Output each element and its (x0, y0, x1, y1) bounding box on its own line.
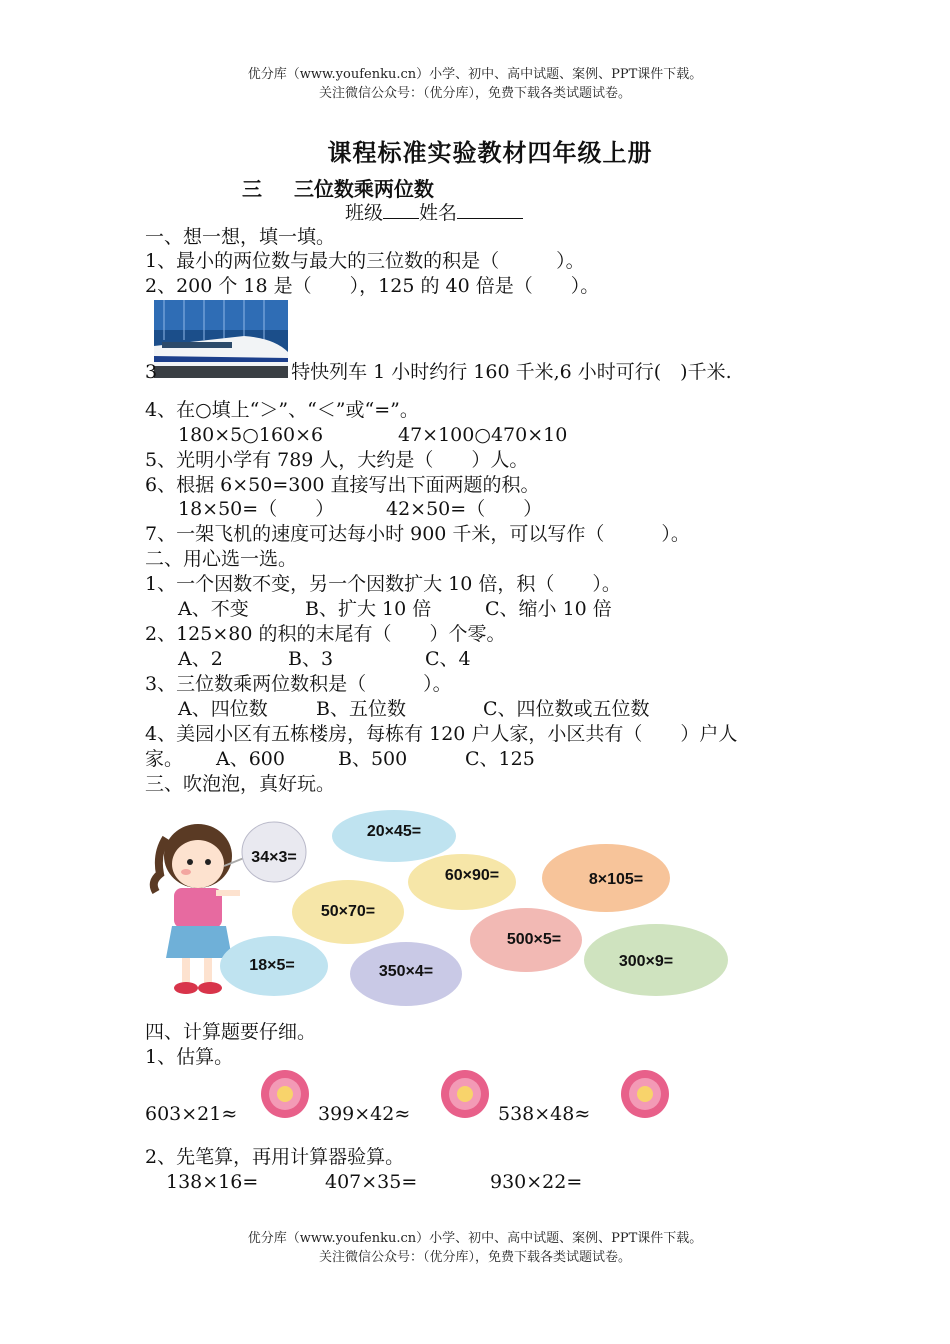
bubble-label-2: 20×45= (366, 823, 422, 840)
class-label: 班级 (345, 202, 384, 224)
s1-question-6: 6、根据 6×50=300 直接写出下面两题的积。 (145, 474, 540, 496)
calc-3: 930×22= (490, 1171, 583, 1193)
s2-q4-option-c: C、125 (465, 748, 535, 770)
page-title: 课程标准实验教材四年级上册 (327, 138, 653, 167)
s2-q2-option-c: C、4 (425, 648, 471, 670)
flower-icon (438, 1068, 492, 1120)
footer-line-2: 关注微信公众号：（优分库），免费下载各类试题试卷。 (318, 1250, 631, 1265)
section3-heading: 三、吹泡泡，真好玩。 (145, 773, 336, 795)
s4-sub-2: 2、先笔算，再用计算器验算。 (145, 1146, 405, 1168)
s2-question-3: 3、三位数乘两位数积是（ ）。 (145, 673, 452, 695)
bubble-label-1: 34×3= (251, 849, 297, 866)
section4-heading: 四、计算题要仔细。 (145, 1021, 317, 1043)
bubble-label-5: 50×70= (320, 903, 376, 920)
q3-number: 3 (145, 361, 158, 383)
header-line-2: 关注微信公众号：（优分库），免费下载各类试题试卷。 (318, 86, 631, 101)
estimate-2: 399×42≈ (318, 1103, 411, 1125)
name-label: 姓名 (419, 202, 458, 224)
s4-sub-1: 1、估算。 (145, 1046, 234, 1068)
s2-q4-option-b: B、500 (338, 748, 408, 770)
flower-icon (618, 1068, 672, 1120)
estimate-3: 538×48≈ (498, 1103, 591, 1125)
s2-q1-option-c: C、缩小 10 倍 (485, 598, 612, 620)
s2-question-4-cont: 家。 (145, 748, 184, 770)
s2-question-2: 2、125×80 的积的末尾有（ ）个零。 (145, 623, 506, 645)
bubble-label-3: 60×90= (444, 867, 500, 884)
s2-q3-option-b: B、五位数 (316, 698, 406, 720)
s2-q2-option-a: A、2 (178, 648, 223, 670)
s1-question-1: 1、最小的两位数与最大的三位数的积是（ ）。 (145, 250, 585, 272)
header-line-1: 优分库（www.youfenku.cn）小学、初中、高中试题、案例、PPT课件下载。 (247, 67, 703, 82)
bubble-label-6: 500×5= (506, 931, 562, 948)
unit-name: 三位数乘两位数 (293, 177, 434, 201)
s2-q4-option-a: A、600 (216, 748, 285, 770)
q6-item-a: 18×50=（ ） (178, 498, 335, 520)
calc-1: 138×16= (166, 1171, 259, 1193)
flower-icon (258, 1068, 312, 1120)
bubble-label-4: 8×105= (588, 871, 644, 888)
footer-line-1: 优分库（www.youfenku.cn）小学、初中、高中试题、案例、PPT课件下载。 (247, 1231, 703, 1246)
q3-text: 特快列车 1 小时约行 160 千米,6 小时可行( )千米. (291, 361, 732, 383)
bubble-label-7: 18×5= (249, 957, 295, 974)
s1-question-3 (145, 360, 732, 384)
s2-q1-option-a: A、不变 (178, 598, 249, 620)
s2-q3-option-a: A、四位数 (178, 698, 268, 720)
s1-question-4: 4、在○填上“＞”、“＜”或“=”。 (145, 399, 419, 421)
unit-number: 三 (242, 177, 262, 201)
q4-compare-a: 180×5○160×6 (178, 424, 324, 446)
bubbles-illustration (146, 808, 736, 1010)
bubble-label-8: 350×4= (378, 963, 434, 980)
estimate-1: 603×21≈ (145, 1103, 238, 1125)
name-blank (457, 200, 523, 219)
class-name-line (345, 200, 523, 225)
bubble-label-9: 300×9= (618, 953, 674, 970)
class-blank (383, 200, 419, 219)
s2-q1-option-b: B、扩大 10 倍 (305, 598, 432, 620)
s2-q2-option-b: B、3 (288, 648, 334, 670)
calc-2: 407×35= (325, 1171, 418, 1193)
q6-item-b: 42×50=（ ） (386, 498, 543, 520)
s1-question-5: 5、光明小学有 789 人，大约是（ ）人。 (145, 449, 529, 471)
s2-question-1: 1、一个因数不变，另一个因数扩大 10 倍，积（ ）。 (145, 573, 621, 595)
section2-heading: 二、用心选一选。 (145, 548, 298, 570)
s2-q3-option-c: C、四位数或五位数 (483, 698, 650, 720)
s2-question-4: 4、美园小区有五栋楼房，每栋有 120 户人家，小区共有（ ）户人 (145, 723, 738, 745)
unit-title (242, 173, 434, 202)
section1-heading: 一、想一想，填一填。 (145, 226, 336, 248)
q4-compare-b: 47×100○470×10 (398, 424, 568, 446)
s1-question-7: 7、一架飞机的速度可达每小时 900 千米，可以写作（ ）。 (145, 523, 690, 545)
s1-question-2: 2、200 个 18 是（ ），125 的 40 倍是（ ）。 (145, 275, 600, 297)
